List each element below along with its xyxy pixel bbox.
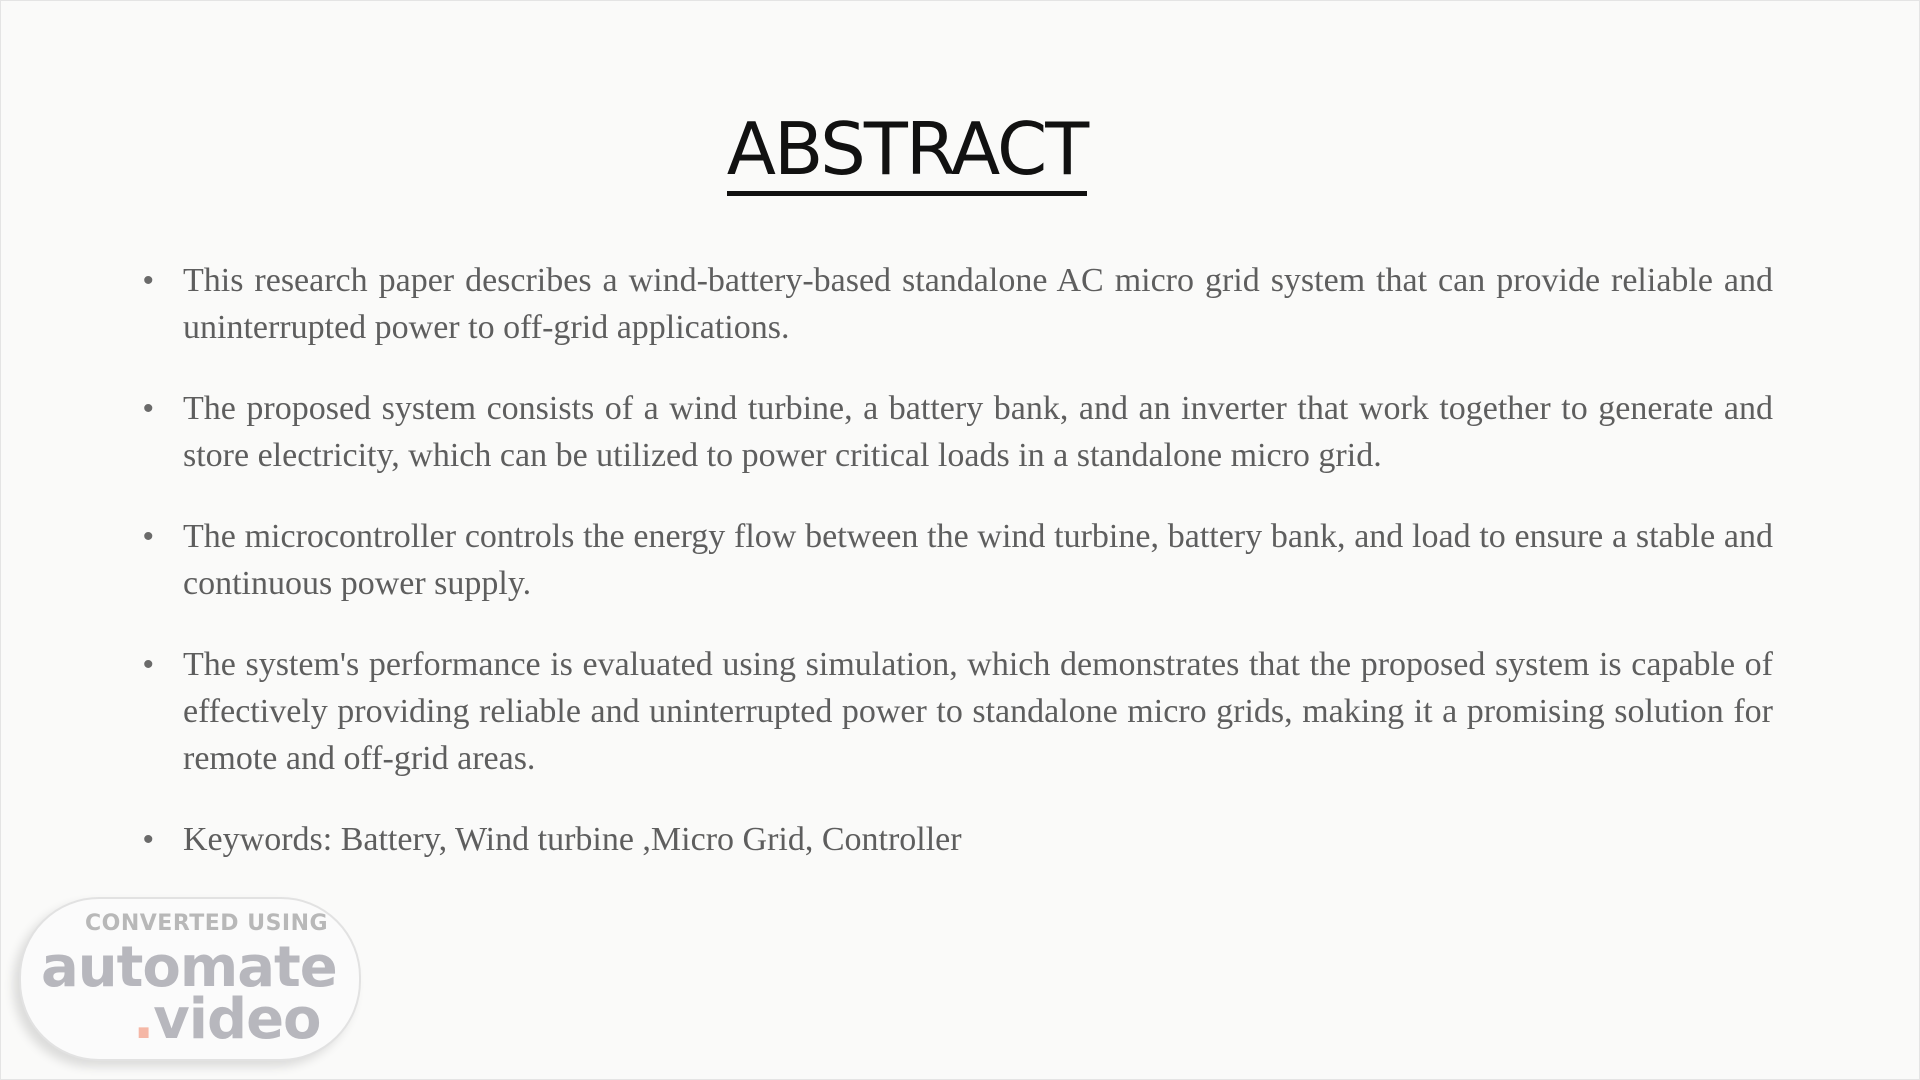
bullet-item — [141, 257, 1773, 351]
bullet-dot-icon: • — [143, 520, 154, 553]
bullet-text: The proposed system consists of a wind turbine, a battery bank, and an inverter that work together to generate and store electricity, which can be utilized to power critical loads in a standalone micro grid. — [183, 390, 1773, 474]
watermark-logo-automate: automate — [41, 935, 337, 1000]
bullet-text: The system's performance is evaluated using simulation, which demonstrates that the proposed system is capable of effectively providing reliable and uninterrupted power to standalone micro grids, making it a promising solution for remote and off-grid areas. — [183, 646, 1773, 777]
watermark-caption: CONVERTED USING — [85, 911, 329, 936]
bullet-item — [141, 641, 1773, 782]
bullet-text: The microcontroller controls the energy flow between the wind turbine, battery bank, and load to ensure a stable and continuous power supply. — [183, 518, 1773, 602]
bullet-item — [141, 513, 1773, 607]
slide-title — [1, 107, 1813, 196]
watermark-logo-video-text: video — [153, 987, 321, 1052]
bullet-dot-icon: • — [143, 823, 154, 856]
bullet-dot-icon: • — [143, 648, 154, 681]
keywords-item — [141, 816, 1773, 863]
watermark-logo-video — [133, 987, 321, 1052]
watermark-badge — [19, 897, 361, 1061]
bullet-dot-icon: • — [143, 392, 154, 425]
watermark-dot: . — [133, 987, 154, 1052]
bullet-dot-icon: • — [143, 264, 154, 297]
slide-title-text: ABSTRACT — [727, 113, 1087, 196]
keywords-text: Keywords: Battery, Wind turbine ,Micro Grid, Controller — [183, 821, 962, 858]
bullet-item — [141, 385, 1773, 479]
bullet-text: This research paper describes a wind-battery-based standalone AC micro grid system that can provide reliable and uninterrupted power to off-grid applications. — [183, 262, 1773, 346]
bullet-list — [141, 257, 1773, 897]
